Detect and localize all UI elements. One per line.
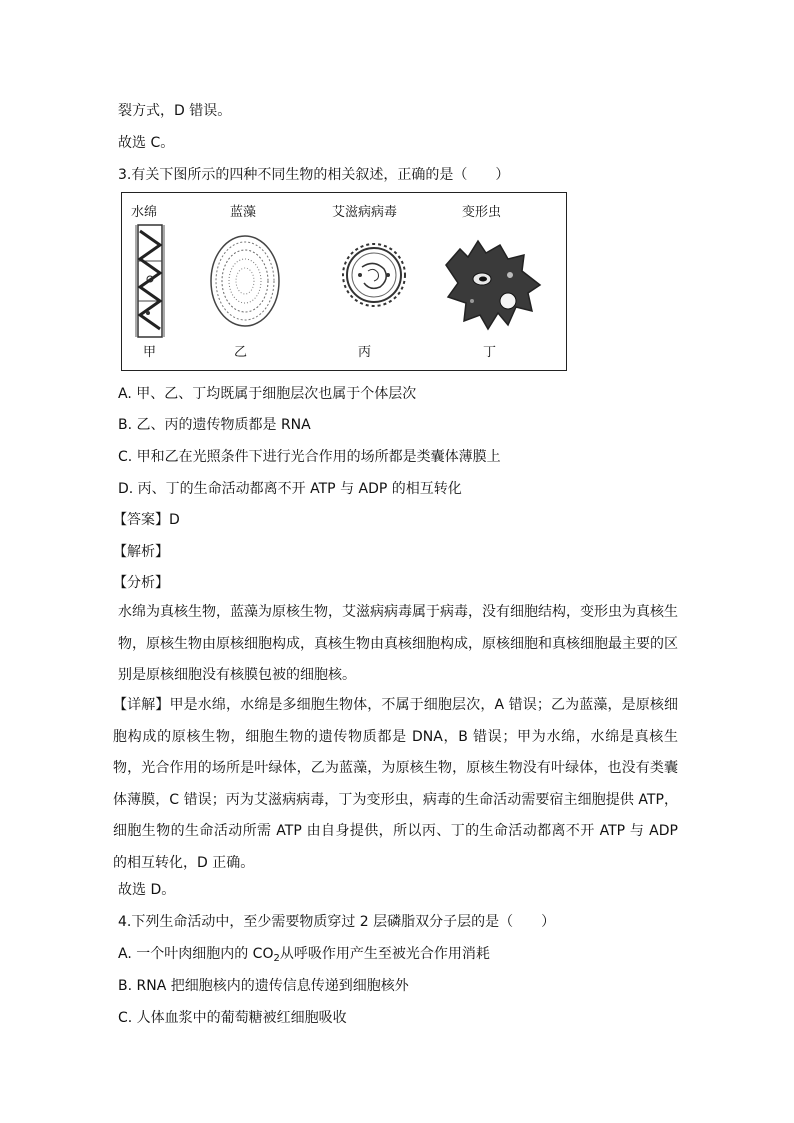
amoeba-icon bbox=[438, 235, 548, 335]
option-b: B. 乙、丙的遗传物质都是 RNA bbox=[118, 417, 311, 433]
organism-mark-2: 乙 bbox=[234, 345, 248, 360]
option-d: D. 丙、丁的生命活动都离不开 ATP 与 ADP 的相互转化 bbox=[118, 481, 462, 497]
analysis-label: 【解析】 bbox=[113, 544, 169, 560]
spirogyra-icon bbox=[128, 223, 174, 339]
organism-mark-3: 丙 bbox=[358, 345, 372, 360]
hiv-virus-icon bbox=[340, 241, 408, 309]
question-3-stem: 3.有关下图所示的四种不同生物的相关叙述，正确的是（ ） bbox=[118, 167, 510, 183]
cyanobacteria-icon bbox=[208, 233, 282, 329]
q4-option-a-sub: 2 bbox=[273, 953, 280, 964]
prev-answer-tail: 裂方式，D 错误。 bbox=[118, 103, 232, 119]
q4-option-a-pre: A. 一个叶肉细胞内的 CO bbox=[118, 946, 274, 962]
q4-option-c: C. 人体血浆中的葡萄糖被红细胞吸收 bbox=[118, 1010, 347, 1026]
q4-option-b: B. RNA 把细胞核内的遗传信息传递到细胞核外 bbox=[118, 978, 409, 994]
detail-text: 甲是水绵，水绵是多细胞生物体，不属于细胞层次，A 错误；乙为蓝藻，是原核细胞构成的原核生物，细胞生物的遗传物质都是 DNA，B 错误；甲为水绵，水绵是真核生物，光合作用的场所是叶绿体，乙为蓝藻，为原核生物，原核生物没有叶绿体，也没有类囊体薄膜，C 错误；丙为艾滋病病毒，丁为变形虫，病毒的生命活动需要宿主细胞提供 ATP，细胞生物的生命活动所需 ATP 由自身提供，所以丙、丁的生命活动都离不开 ATP 与 ADP 的相互转化，D 正确。 bbox=[113, 697, 678, 871]
organism-name-3: 艾滋病病毒 bbox=[332, 205, 398, 220]
option-a: A. 甲、乙、丁均既属于细胞层次也属于个体层次 bbox=[118, 386, 417, 402]
organism-mark-1: 甲 bbox=[143, 345, 157, 360]
q4-option-a-post: 从呼吸作用产生至被光合作用消耗 bbox=[279, 946, 490, 962]
fenxi-label: 【分析】 bbox=[113, 575, 169, 591]
organism-name-2: 蓝藻 bbox=[230, 205, 257, 220]
organism-name-1: 水绵 bbox=[131, 205, 158, 220]
detail-paragraph bbox=[113, 690, 678, 879]
organism-name-4: 变形虫 bbox=[462, 205, 502, 220]
organism-mark-4: 丁 bbox=[483, 345, 497, 360]
prev-conclusion: 故选 C。 bbox=[118, 135, 175, 151]
organisms-figure bbox=[121, 192, 567, 371]
q4-option-a bbox=[118, 944, 490, 969]
detail-label: 【详解】 bbox=[113, 697, 170, 713]
answer-label: 【答案】D bbox=[113, 512, 180, 528]
question-4-stem: 4.下列生命活动中，至少需要物质穿过 2 层磷脂双分子层的是（ ） bbox=[118, 914, 556, 930]
option-c: C. 甲和乙在光照条件下进行光合作用的场所都是类囊体薄膜上 bbox=[118, 449, 501, 465]
q3-conclusion: 故选 D。 bbox=[118, 882, 176, 898]
fenxi-paragraph: 水绵为真核生物，蓝藻为原核生物，艾滋病病毒属于病毒，没有细胞结构，变形虫为真核生物，原核生物由原核细胞构成，真核生物由真核细胞构成，原核细胞和真核细胞最主要的区别是原核细胞没有核膜包被的细胞核。 bbox=[118, 604, 678, 683]
